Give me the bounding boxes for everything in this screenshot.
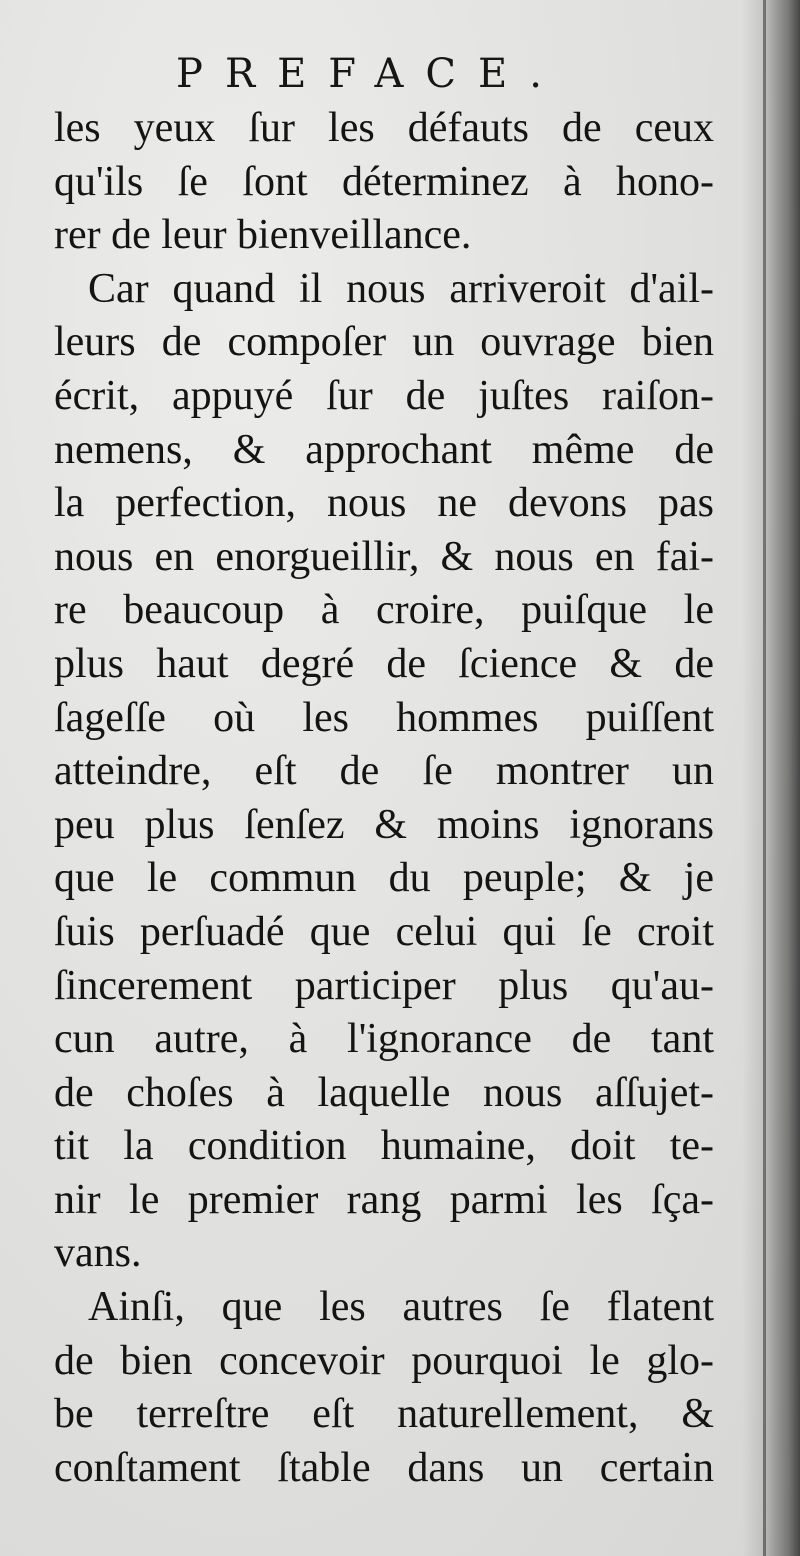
text-line: nemens, & approchant même de [54, 426, 714, 473]
text-line: écrit, appuyé ſur de juſtes raiſon- [54, 372, 714, 419]
text-line: la perfection, nous ne devons pas [54, 480, 714, 527]
text-line: qu'ils ſe ſont déterminez à hono- [54, 158, 714, 205]
text-line: ſuis perſuadé que celui qui ſe croit [54, 908, 714, 955]
text-line: conſtament ſtable dans un certain [54, 1444, 714, 1491]
text-line: tit la condition humaine, doit te- [54, 1123, 714, 1170]
text-line: de choſes à laquelle nous aſſujet- [54, 1069, 714, 1116]
text-line: nir le premier rang parmi les ſça- [54, 1176, 714, 1223]
text-line: Car quand il nous arriveroit d'ail- [88, 265, 714, 312]
text-line: ſincerement participer plus qu'au- [54, 962, 714, 1009]
text-line: be terreſtre eſt naturellement, & [54, 1391, 714, 1438]
text-line: les yeux ſur les défauts de ceux [54, 105, 714, 151]
body-text [54, 102, 714, 1495]
page-edge-line [763, 0, 766, 1556]
text-line: peu plus ſenſez & moins ignorans [54, 801, 714, 848]
text-line: re beaucoup à croire, puiſque le [54, 587, 714, 634]
text-line: leurs de compoſer un ouvrage bien [54, 319, 714, 366]
text-line: que le commun du peuple; & je [54, 855, 714, 902]
page-gutter-shadow [742, 0, 800, 1556]
text-line: nous en enorgueillir, & nous en fai- [54, 533, 714, 580]
text-line: cun autre, à l'ignorance de tant [54, 1016, 714, 1063]
text-line: atteindre, eſt de ſe montrer un [54, 748, 714, 795]
running-header: PREFACE. [176, 51, 564, 97]
text-line: plus haut degré de ſcience & de [54, 640, 714, 687]
text-line: Ainſi, que les autres ſe flatent [88, 1284, 714, 1331]
text-line: rer de leur bienveillance. [54, 212, 472, 259]
text-line: ſageſſe où les hommes puiſſent [54, 694, 714, 741]
text-line: de bien concevoir pourquoi le glo- [54, 1337, 714, 1384]
text-line: vans. [54, 1230, 142, 1277]
